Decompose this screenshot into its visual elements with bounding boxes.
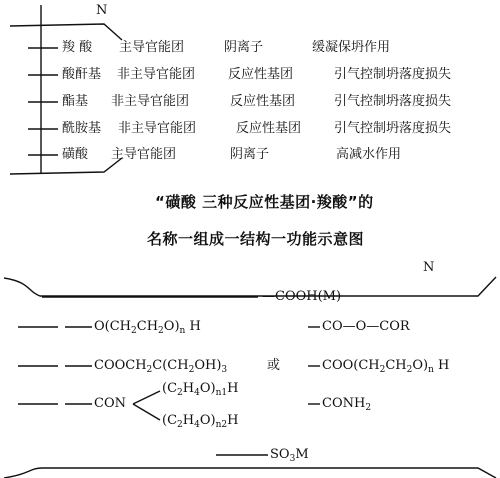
group-role: 非主导官能团: [118, 121, 197, 136]
amide-branch-down: [133, 404, 160, 420]
group-function: 高减水作用: [336, 147, 402, 162]
ester-sub: n: [428, 365, 434, 375]
ester-sub: 3: [221, 365, 228, 375]
amide-branch-2-formula: [162, 414, 238, 428]
amide-sub: 4: [194, 388, 200, 398]
top-n-label: N: [96, 3, 108, 18]
peg-chain-formula: [94, 320, 201, 334]
amide-sub: 2: [177, 420, 183, 430]
bottom-n-label: N: [423, 260, 435, 275]
conh2-sub: 2: [365, 403, 372, 413]
amide-branch-up: [133, 391, 160, 404]
ester-part: COOCH: [94, 358, 147, 373]
peg-part: O): [163, 319, 180, 334]
amide-part: H: [227, 413, 239, 428]
ester-part: COO(CH: [322, 358, 380, 373]
group-role: 主导官能团: [119, 40, 185, 55]
so3m-part: M: [295, 447, 309, 462]
cooh-text: COOH(M): [275, 289, 342, 304]
group-name: 磺酸: [62, 147, 89, 162]
peg-sub: n: [179, 326, 186, 336]
peg-sub: 2: [131, 326, 137, 336]
peg-sub: 2: [158, 326, 164, 336]
group-role: 主导官能团: [111, 147, 177, 162]
so3m-formula: [270, 448, 309, 462]
group-type: 阴离子: [224, 40, 264, 55]
amide-part: (C: [162, 381, 178, 396]
group-function: 缓凝保坍作用: [312, 40, 391, 55]
conh2-formula: [322, 397, 371, 411]
anhydride-formula: CO—O—COR: [322, 319, 410, 334]
conh2-part: CONH: [322, 396, 366, 411]
amide-part: (C: [162, 413, 178, 428]
ester-left-formula: [94, 359, 227, 373]
amide-part: H: [182, 381, 195, 396]
ester-sub: 2: [188, 365, 195, 375]
group-name: 酯基: [62, 94, 89, 109]
group-function: 引气控制坍落度损失: [334, 67, 452, 82]
amide-part: O): [199, 413, 216, 428]
ester-part: H: [433, 358, 450, 373]
group-type: 反应性基团: [228, 67, 294, 82]
amide-sub: n1: [215, 388, 228, 398]
amide-part: H: [227, 381, 239, 396]
ester-part: C(CH: [152, 358, 189, 373]
amide-branch-1-formula: [162, 382, 238, 396]
peg-part: O(CH: [94, 319, 132, 334]
caption-line-1: “磺酸 三种反应性基团·羧酸”的: [155, 193, 374, 211]
or-text: 或: [267, 358, 281, 373]
ester-part: O): [412, 358, 429, 373]
peg-part: H: [185, 319, 201, 334]
ester-right-formula: [322, 359, 449, 373]
so3m-part: SO: [270, 447, 290, 462]
amide-con: CON: [94, 396, 126, 411]
group-type: 阴离子: [230, 147, 270, 162]
ester-part: CH: [385, 358, 407, 373]
amide-part: O): [199, 381, 216, 396]
ester-sub: 2: [146, 365, 153, 375]
amide-sub: 2: [177, 388, 183, 398]
caption-line-2: 名称一组成一结构一功能示意图: [147, 230, 365, 248]
group-role: 非主导官能团: [117, 67, 196, 82]
bottom-backbone-top: [4, 277, 496, 296]
ester-sub: 2: [406, 365, 413, 375]
group-function: 引气控制坍落度损失: [334, 94, 452, 109]
group-function: 引气控制坍落度损失: [334, 121, 452, 136]
ester-sub: 2: [379, 365, 386, 375]
peg-part: CH: [136, 319, 159, 334]
top-backbone-top: [10, 24, 122, 40]
group-type: 反应性基团: [236, 121, 302, 136]
bottom-backbone-bottom: [4, 468, 496, 478]
group-name: 酸酐基: [62, 67, 102, 82]
group-name: 酰胺基: [62, 121, 102, 136]
amide-sub: 4: [194, 420, 200, 430]
group-type: 反应性基团: [230, 94, 296, 109]
ester-part: OH): [194, 358, 222, 373]
amide-part: H: [182, 413, 195, 428]
group-role: 非主导官能团: [111, 94, 190, 109]
so3m-sub: 3: [289, 454, 296, 464]
cooh-formula: [262, 290, 341, 304]
group-name: 羧 酸: [62, 40, 93, 55]
formula-dash: —: [262, 289, 275, 304]
amide-sub: n2: [215, 420, 228, 430]
